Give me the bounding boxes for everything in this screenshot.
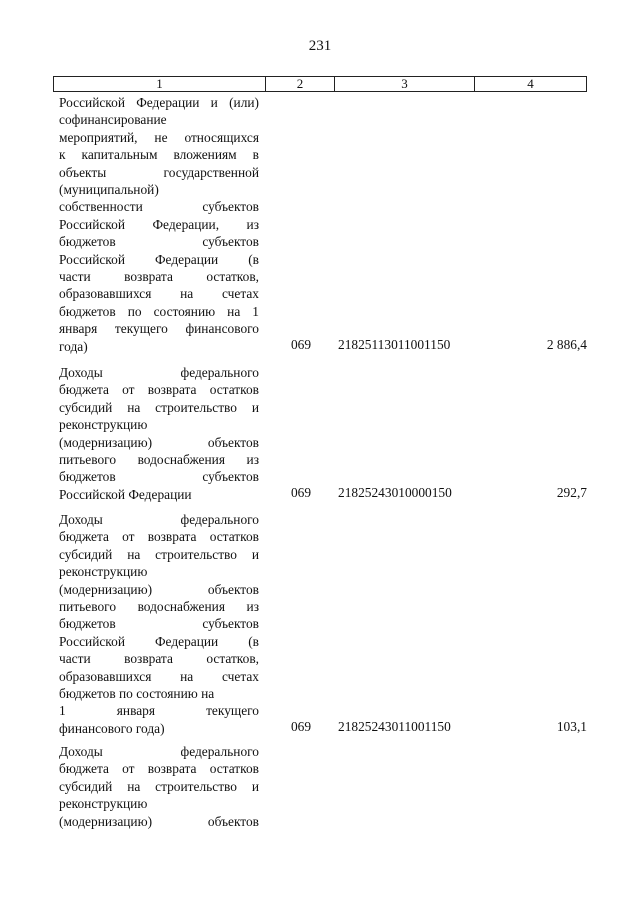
description-line: софинансирование (59, 112, 167, 128)
description-line: питьевого водоснабжения из (59, 452, 259, 468)
row-amount: 2 886,4 (546, 337, 587, 352)
column-header-1: 1 (54, 77, 266, 91)
row-description (59, 94, 259, 355)
description-line: года) (59, 338, 88, 354)
row-kbk: 21825243011001150 (338, 719, 451, 734)
description-line: к капитальным вложениям в (59, 147, 259, 163)
description-line: бюджетов по состоянию на (59, 686, 215, 702)
description-line: Российской Федерации и (или) (59, 95, 259, 110)
description-line: образовавшихся на счетах (59, 286, 259, 302)
description-line: Российской Федерации, из (59, 216, 259, 232)
description-line: Российской Федерации (в (59, 633, 259, 649)
description-line: бюджета от возврата остатков (59, 761, 259, 777)
description-line: питьевого водоснабжения из (59, 599, 259, 615)
description-line: части возврата остатков, (59, 269, 259, 285)
description-line: реконструкцию (59, 564, 148, 580)
description-line: бюджетов субъектов (59, 234, 259, 250)
description-line: бюджетов субъектов (59, 616, 259, 632)
description-line: Доходы федерального (59, 512, 259, 527)
description-line: бюджетов по состоянию на 1 (59, 303, 259, 319)
table-header (53, 76, 587, 92)
description-line: (модернизацию) объектов (59, 581, 259, 597)
description-line: 1 января текущего (59, 703, 259, 719)
description-line: части возврата остатков, (59, 651, 259, 667)
description-line: реконструкцию (59, 796, 148, 812)
description-line: субсидий на строительство и (59, 546, 259, 562)
description-line: субсидий на строительство и (59, 399, 259, 415)
description-line: субсидий на строительство и (59, 778, 259, 794)
row-description (59, 743, 259, 830)
description-line: Доходы федерального (59, 744, 259, 759)
description-line: Российской Федерации (59, 486, 192, 502)
description-line: (модернизацию) объектов (59, 434, 259, 450)
description-line: бюджета от возврата остатков (59, 529, 259, 545)
description-line: объекты государственной (59, 164, 259, 180)
description-line: Доходы федерального (59, 365, 259, 380)
row-amount: 292,7 (556, 485, 587, 500)
row-kbk: 21825113011001150 (338, 337, 451, 352)
description-line: января текущего финансового (59, 321, 259, 337)
description-line: образовавшихся на счетах (59, 668, 259, 684)
description-line: (муниципальной) (59, 182, 159, 198)
description-line: финансового года) (59, 720, 165, 736)
description-line: мероприятий, не относящихся (59, 129, 259, 145)
row-amount: 103,1 (556, 719, 587, 734)
page-number: 231 (308, 38, 332, 54)
row-code: 069 (290, 485, 312, 500)
row-description (59, 364, 259, 503)
row-kbk: 21825243010000150 (338, 485, 452, 500)
description-line: бюджета от возврата остатков (59, 382, 259, 398)
column-header-4: 4 (527, 76, 534, 91)
description-line: бюджетов субъектов (59, 469, 259, 485)
row-code: 069 (290, 719, 312, 734)
column-header-2: 2 (266, 77, 335, 91)
description-line: собственности субъектов (59, 199, 259, 215)
column-header-3: 3 (335, 77, 475, 91)
row-code: 069 (290, 337, 312, 352)
description-line: (модернизацию) объектов (59, 813, 259, 829)
row-description (59, 511, 259, 737)
description-line: Российской Федерации (в (59, 251, 259, 267)
description-line: реконструкцию (59, 417, 148, 433)
